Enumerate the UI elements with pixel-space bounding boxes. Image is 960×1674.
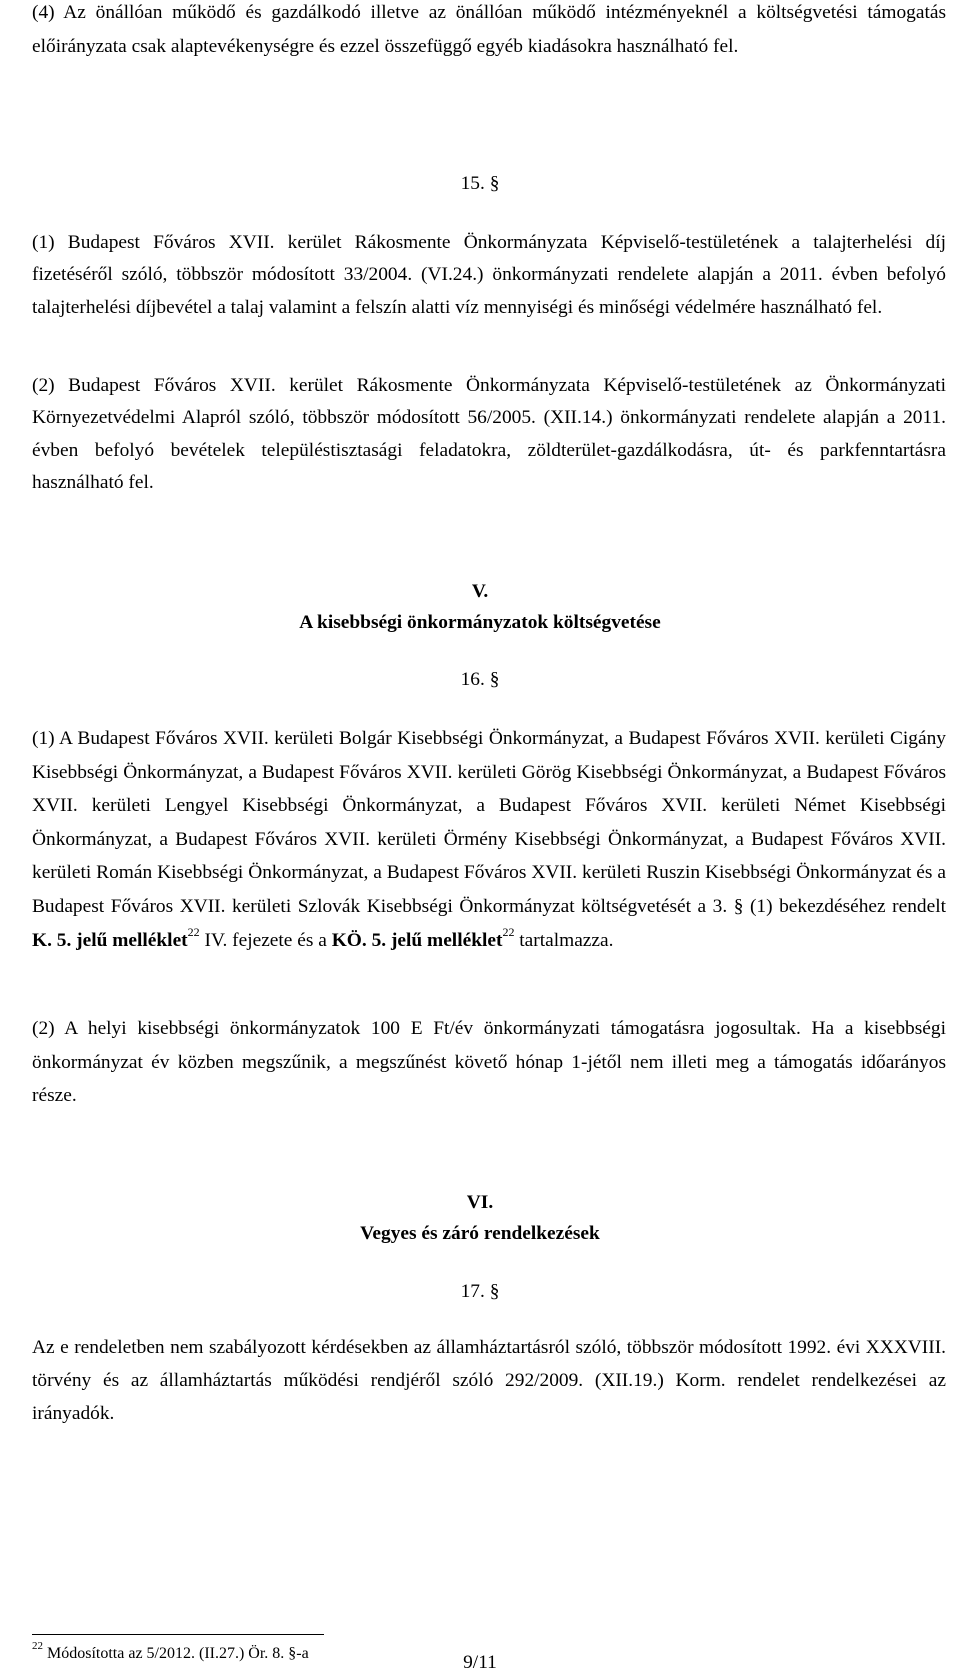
s16p1-text: (1) A Budapest Főváros XVII. kerületi Bolgár Kisebbségi Önkormányzat, a Budapest Főváros XVII. kerületi Cigány Kisebbségi Önkormányzat, a Budapest Főváros XVII. kerületi Görög Kisebbségi Önkormányzat, a Budapest Főváros XVII. kerületi Lengyel Kisebbségi Önkormányzat, a Budapest Főváros XVII. kerületi Német Kisebbségi Önkormányzat, a Budapest Főváros XVII. kerületi Örmény Kisebbségi Önkormányzat, a Budapest Főváros XVII. kerületi Román Kisebbségi Önkormányzat, a Budapest Főváros XVII. kerületi Ruszin Kisebbségi Önkormányzat és a Budapest Főváros XVII. kerületi Szlovák Kisebbségi Önkormányzat költségvetését a 3. § (1) bekezdéséhez rendelt bbox=[32, 728, 946, 917]
s16p1-end: tartalmazza. bbox=[514, 929, 614, 951]
section-15-paragraph-2: (2) Budapest Főváros XVII. kerület Rákosmente Önkormányzata Képviselő-testületének az Önkormányzati Környezetvédelmi Alapról szóló, többször módosított 56/2005. (XII.14.) önkormányzati rendelete alapján a 2011. évben befolyó bevételek településtisztasági feladatokra, zöldterület-gazdálkodásra, út- és parkfenntartásra használható fel. bbox=[32, 375, 946, 493]
section-17-paragraph: Az e rendeletben nem szabályozott kérdésekben az államháztartásról szóló, többször módosított 1992. évi XXXVIII. törvény és az államháztartás működési rendjéről szóló 292/2009. (XII.19.) Korm. rendelet rendelkezései az irányadók. bbox=[32, 1337, 946, 1424]
section-16-paragraph-2: (2) A helyi kisebbségi önkormányzatok 100 E Ft/év önkormányzati támogatásra jogosultak. Ha a kisebbségi önkormányzat év közben megszűnik, a megszűnést követő hónap 1-jétől nem illeti meg a támogatás időarányos része. bbox=[32, 1018, 946, 1107]
chapter-v-title: A kisebbségi önkormányzatok költségvetése bbox=[299, 612, 661, 633]
annex-ko5-ref: KÖ. 5. jelű melléklet bbox=[331, 929, 503, 951]
footnote-text: Módosította az 5/2012. (II.27.) Ör. 8. §-a bbox=[43, 1645, 309, 1662]
chapter-vi-number: VI. bbox=[466, 1192, 494, 1213]
section-15-heading: 15. § bbox=[460, 173, 500, 194]
footnote-ref-1: 22 bbox=[187, 925, 200, 940]
chapter-vi-title: Vegyes és záró rendelkezések bbox=[360, 1223, 600, 1244]
section-17-heading: 17. § bbox=[460, 1281, 500, 1302]
section-16-paragraph-1 bbox=[32, 722, 946, 957]
s16p1-mid: IV. fejezete és a bbox=[199, 929, 332, 951]
chapter-v-number: V. bbox=[471, 581, 489, 602]
footnote-ref-2: 22 bbox=[502, 925, 515, 940]
paragraph-4: (4) Az önállóan működő és gazdálkodó illetve az önállóan működő intézményeknél a költségvetési támogatás előirányzata csak alaptevékenységre és ezzel összefüggő egyéb kiadásokra használható fel. bbox=[32, 2, 946, 57]
section-16-heading: 16. § bbox=[460, 669, 500, 690]
page-number: 9/11 bbox=[463, 1652, 497, 1673]
footnote-divider bbox=[32, 1634, 324, 1635]
footnote-number: 22 bbox=[32, 1639, 43, 1652]
annex-k5-ref: K. 5. jelű melléklet bbox=[32, 929, 188, 951]
section-15-paragraph-1: (1) Budapest Főváros XVII. kerület Rákosmente Önkormányzata Képviselő-testületének a talajterhelési díj fizetéséről szóló, többször módosított 33/2004. (VI.24.) önkormányzati rendelete alapján a 2011. évben befolyó talajterhelési díjbevétel a talaj valamint a felszín alatti víz mennyiségi és minőségi védelmére használható fel. bbox=[32, 232, 946, 318]
